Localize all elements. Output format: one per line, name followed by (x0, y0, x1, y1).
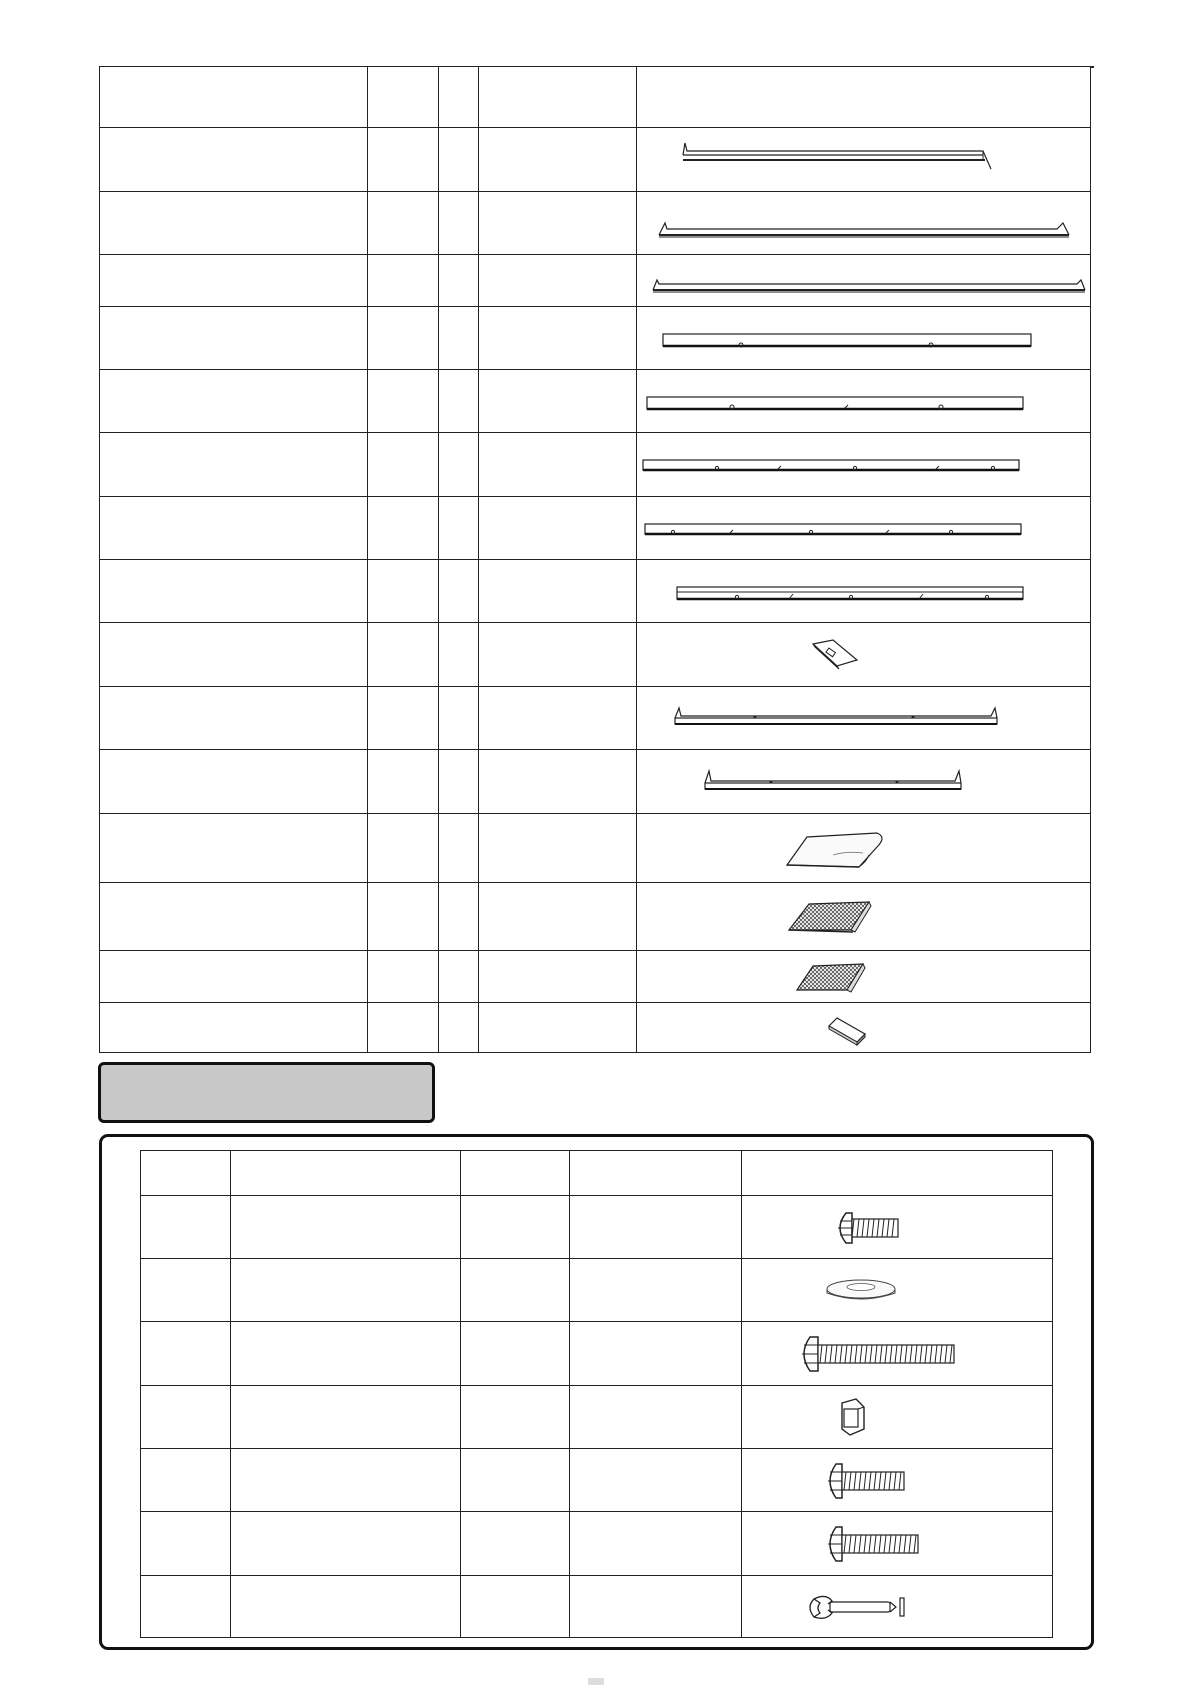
part-spec (479, 192, 637, 255)
cover-sheet-icon (637, 815, 1091, 882)
hardware-code (141, 1322, 231, 1386)
parts-table-header-row (100, 67, 1091, 128)
part-spec (479, 433, 637, 497)
part-name (100, 497, 368, 560)
part-spec (479, 497, 637, 560)
table-row (100, 370, 1091, 433)
hardware-name (231, 1576, 461, 1638)
part-spec (479, 370, 637, 433)
table-row (100, 128, 1091, 192)
header-part-name (100, 67, 368, 128)
table-row (100, 814, 1091, 883)
part-spec (479, 883, 637, 951)
hardware-name (231, 1512, 461, 1576)
hardware-qty (461, 1512, 570, 1576)
header-name (231, 1151, 461, 1196)
small-block-icon (637, 1004, 1091, 1052)
part-name (100, 192, 368, 255)
part-spec (479, 814, 637, 883)
hardware-code (141, 1512, 231, 1576)
part-qty (439, 255, 479, 307)
table-row (100, 560, 1091, 623)
part-name (100, 560, 368, 623)
washer-icon (742, 1260, 1053, 1321)
hardware-name (231, 1386, 461, 1449)
part-spec (479, 307, 637, 370)
hardware-table-header-row (141, 1151, 1053, 1196)
corner-plate-icon (637, 624, 1091, 686)
part-spec (479, 128, 637, 192)
part-spec (479, 623, 637, 687)
hardware-spec (570, 1196, 742, 1259)
part-qty (439, 814, 479, 883)
part-no (368, 255, 439, 307)
hardware-image (742, 1512, 1053, 1576)
hardware-spec (570, 1576, 742, 1638)
part-name (100, 307, 368, 370)
part-name (100, 433, 368, 497)
part-no (368, 497, 439, 560)
table-row (141, 1322, 1053, 1386)
part-qty (439, 192, 479, 255)
hardware-section-title (98, 1062, 435, 1123)
long-rail-icon (637, 193, 1091, 254)
hardware-image (742, 1386, 1053, 1449)
table-row (141, 1449, 1053, 1512)
hardware-code (141, 1576, 231, 1638)
hex-nut-icon (742, 1387, 1053, 1448)
part-qty (439, 307, 479, 370)
part-image (637, 814, 1091, 883)
part-qty (439, 560, 479, 623)
long-rail-icon (637, 256, 1091, 306)
part-qty (439, 497, 479, 560)
part-no (368, 1003, 439, 1053)
part-no (368, 192, 439, 255)
hardware-image (742, 1259, 1053, 1322)
part-no (368, 560, 439, 623)
page-bottom-marker (588, 1678, 604, 1685)
bolt-icon (742, 1323, 1053, 1385)
part-qty (439, 623, 479, 687)
hardware-qty (461, 1322, 570, 1386)
part-qty (439, 750, 479, 814)
table-row (141, 1259, 1053, 1322)
table-row (100, 951, 1091, 1003)
parts-table (99, 66, 1091, 1053)
rail-bar-icon (637, 688, 1091, 749)
part-image (637, 623, 1091, 687)
table-row (100, 192, 1091, 255)
part-image (637, 497, 1091, 560)
table-row (100, 687, 1091, 750)
part-name (100, 623, 368, 687)
hardware-name (231, 1259, 461, 1322)
hardware-code (141, 1449, 231, 1512)
header-spec (479, 67, 637, 128)
part-image (637, 687, 1091, 750)
channel-beam-icon (637, 371, 1091, 432)
wrench-icon (742, 1577, 1053, 1637)
mesh-panel-icon (637, 952, 1091, 1002)
part-no (368, 750, 439, 814)
table-row (100, 750, 1091, 814)
table-row (141, 1576, 1053, 1638)
hardware-qty (461, 1196, 570, 1259)
part-qty (439, 883, 479, 951)
header-image (742, 1151, 1053, 1196)
part-spec (479, 255, 637, 307)
part-name (100, 255, 368, 307)
channel-beam-icon (637, 308, 1091, 369)
part-name (100, 687, 368, 750)
table-row (100, 433, 1091, 497)
part-image (637, 370, 1091, 433)
part-name (100, 370, 368, 433)
header-part-no (368, 67, 439, 128)
hardware-image (742, 1196, 1053, 1259)
part-image (637, 307, 1091, 370)
part-name (100, 1003, 368, 1053)
part-qty (439, 370, 479, 433)
part-name (100, 128, 368, 192)
part-image (637, 192, 1091, 255)
part-no (368, 883, 439, 951)
part-no (368, 623, 439, 687)
channel-beam-icon (637, 498, 1091, 559)
hardware-spec (570, 1386, 742, 1449)
long-rail-icon (637, 129, 1091, 191)
part-no (368, 128, 439, 192)
rail-bar-icon (637, 751, 1091, 813)
part-spec (479, 951, 637, 1003)
header-qty (439, 67, 479, 128)
header-image (637, 67, 1091, 128)
table-row (100, 623, 1091, 687)
table-row (141, 1196, 1053, 1259)
table-row (141, 1512, 1053, 1576)
bolt-icon (742, 1197, 1053, 1258)
hardware-image (742, 1576, 1053, 1638)
bolt-icon (742, 1513, 1053, 1575)
part-image (637, 951, 1091, 1003)
part-no (368, 951, 439, 1003)
part-image (637, 433, 1091, 497)
part-no (368, 814, 439, 883)
hardware-code (141, 1386, 231, 1449)
part-image (637, 560, 1091, 623)
part-image (637, 255, 1091, 307)
hardware-spec (570, 1259, 742, 1322)
header-code (141, 1151, 231, 1196)
hardware-spec (570, 1512, 742, 1576)
part-qty (439, 687, 479, 750)
part-qty (439, 951, 479, 1003)
hardware-image (742, 1449, 1053, 1512)
part-spec (479, 750, 637, 814)
hardware-spec (570, 1322, 742, 1386)
hardware-spec (570, 1449, 742, 1512)
header-spec (570, 1151, 742, 1196)
table-row (100, 307, 1091, 370)
hardware-qty (461, 1386, 570, 1449)
part-name (100, 883, 368, 951)
hardware-qty (461, 1449, 570, 1512)
part-image (637, 750, 1091, 814)
part-qty (439, 433, 479, 497)
hardware-qty (461, 1259, 570, 1322)
table-row (100, 1003, 1091, 1053)
channel-beam-icon (637, 561, 1091, 622)
channel-beam-icon (637, 434, 1091, 496)
hardware-name (231, 1449, 461, 1512)
part-name (100, 750, 368, 814)
part-qty (439, 1003, 479, 1053)
part-spec (479, 1003, 637, 1053)
part-name (100, 814, 368, 883)
hardware-code (141, 1259, 231, 1322)
hardware-code (141, 1196, 231, 1259)
table-row (100, 497, 1091, 560)
part-image (637, 883, 1091, 951)
part-image (637, 128, 1091, 192)
bolt-icon (742, 1450, 1053, 1511)
part-no (368, 433, 439, 497)
hardware-image (742, 1322, 1053, 1386)
table-row (100, 883, 1091, 951)
part-name (100, 951, 368, 1003)
mesh-panel-icon (637, 884, 1091, 950)
header-qty (461, 1151, 570, 1196)
part-no (368, 370, 439, 433)
table-row (141, 1386, 1053, 1449)
part-no (368, 687, 439, 750)
part-image (637, 1003, 1091, 1053)
hardware-table (140, 1150, 1053, 1638)
part-no (368, 307, 439, 370)
part-qty (439, 128, 479, 192)
hardware-name (231, 1322, 461, 1386)
part-spec (479, 560, 637, 623)
hardware-name (231, 1196, 461, 1259)
part-spec (479, 687, 637, 750)
hardware-qty (461, 1576, 570, 1638)
table-row (100, 255, 1091, 307)
